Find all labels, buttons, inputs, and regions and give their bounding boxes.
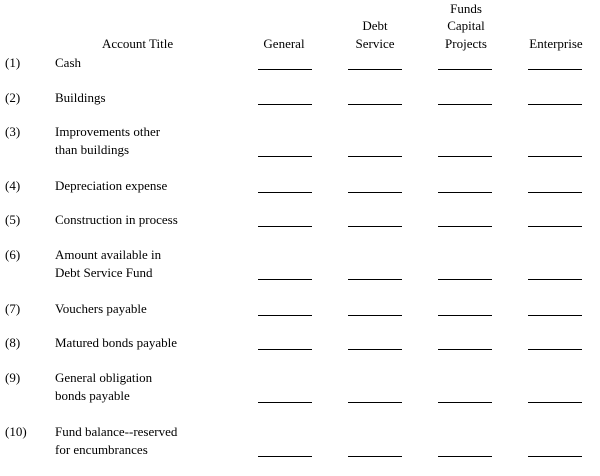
answer-blank-enterprise[interactable] [528,192,582,193]
answer-blank-enterprise[interactable] [528,104,582,105]
answer-blank-debt-service[interactable] [348,456,402,457]
account-title-text: Improvements other [55,124,161,139]
answer-blank-capital-projects[interactable] [438,156,492,157]
answer-blank-general[interactable] [258,69,312,70]
row-number: (4) [5,178,21,193]
column-header-enterprise: Enterprise [529,36,583,51]
account-title-text: than buildings [55,142,130,157]
answer-blank-debt-service[interactable] [348,349,402,350]
account-title-text: Fund balance--reserved [55,424,178,439]
column-header-debt-service: Debt Service [355,18,395,51]
account-title-text: Construction in process [55,212,178,227]
answer-blank-capital-projects[interactable] [438,192,492,193]
answer-blank-general[interactable] [258,192,312,193]
answer-blank-enterprise[interactable] [528,349,582,350]
answer-blank-general[interactable] [258,315,312,316]
row-number: (5) [5,212,21,227]
column-header-capital-projects: Capital Projects [445,18,487,51]
answer-blank-general[interactable] [258,402,312,403]
answer-blank-capital-projects[interactable] [438,104,492,105]
answer-blank-enterprise[interactable] [528,456,582,457]
answer-blank-capital-projects[interactable] [438,349,492,350]
answer-blank-debt-service[interactable] [348,104,402,105]
answer-blank-enterprise[interactable] [528,69,582,70]
row-number: (1) [5,55,21,70]
answer-blank-enterprise[interactable] [528,226,582,227]
account-title-header: Account Title [102,36,174,51]
answer-blank-debt-service[interactable] [348,192,402,193]
row-number: (7) [5,301,21,316]
account-title-text: Depreciation expense [55,178,168,193]
row-number: (3) [5,124,21,139]
column-header-general: General [263,36,305,51]
answer-blank-debt-service[interactable] [348,315,402,316]
account-title-text: General obligation [55,370,153,385]
row-number: (6) [5,247,21,262]
answer-blank-debt-service[interactable] [348,402,402,403]
row-number: (9) [5,370,21,385]
account-title-text: Amount available in [55,247,162,262]
answer-blank-enterprise[interactable] [528,279,582,280]
answer-blank-general[interactable] [258,226,312,227]
account-title-text: bonds payable [55,388,130,403]
account-title-text: Buildings [55,90,106,105]
account-title-text: Debt Service Fund [55,265,153,280]
answer-blank-general[interactable] [258,456,312,457]
answer-blank-debt-service[interactable] [348,69,402,70]
row-number: (8) [5,335,21,350]
answer-blank-capital-projects[interactable] [438,69,492,70]
answer-blank-capital-projects[interactable] [438,402,492,403]
answer-blank-capital-projects[interactable] [438,226,492,227]
answer-blank-debt-service[interactable] [348,279,402,280]
row-number: (2) [5,90,21,105]
answer-blank-capital-projects[interactable] [438,315,492,316]
answer-blank-capital-projects[interactable] [438,279,492,280]
account-title-text: Vouchers payable [55,301,147,316]
funds-group-label: Funds [450,1,482,16]
answer-blank-general[interactable] [258,349,312,350]
answer-blank-debt-service[interactable] [348,226,402,227]
answer-blank-enterprise[interactable] [528,402,582,403]
answer-blank-capital-projects[interactable] [438,456,492,457]
answer-blank-general[interactable] [258,104,312,105]
answer-blank-debt-service[interactable] [348,156,402,157]
account-title-text: Cash [55,55,81,70]
answer-blank-enterprise[interactable] [528,315,582,316]
account-title-text: Matured bonds payable [55,335,178,350]
account-title-text: for encumbrances [55,442,148,457]
answer-blank-enterprise[interactable] [528,156,582,157]
row-number: (10) [5,424,27,439]
answer-blank-general[interactable] [258,279,312,280]
answer-blank-general[interactable] [258,156,312,157]
